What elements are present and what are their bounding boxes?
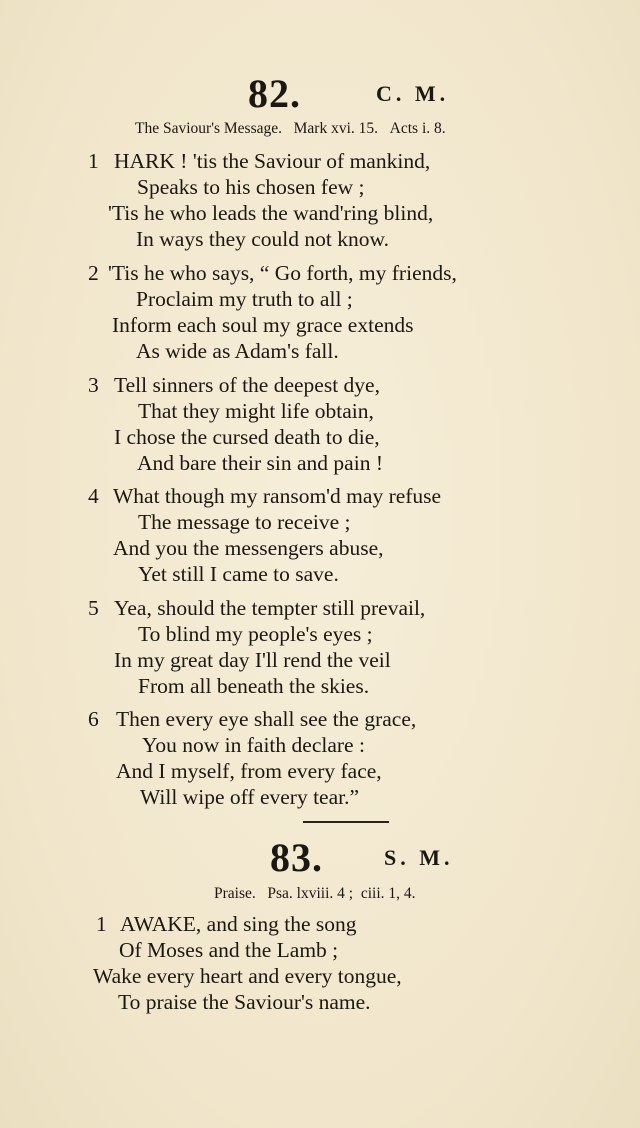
scripture-reference: ciii. 1, 4. (360, 885, 416, 902)
verse-number: 1 (88, 149, 99, 173)
verse-line: What though my ransom'd may refuse (113, 484, 442, 508)
hymn-83-subtitle (214, 884, 416, 904)
verse-line: AWAKE, and sing the song (120, 912, 357, 936)
verse-line: Speaks to his chosen few ; (137, 175, 365, 199)
hymn-meter: C. M. (376, 81, 450, 106)
section-divider (303, 821, 389, 823)
verse-line: In my great day I'll rend the veil (114, 648, 391, 672)
verse-number: 3 (88, 373, 99, 397)
hymn-83-header (0, 835, 640, 880)
verse-number: 5 (88, 596, 99, 620)
hymn-number: 82. (248, 71, 301, 116)
verse-line: To blind my people's eyes ; (138, 622, 373, 646)
verse-line: I chose the cursed death to die, (114, 425, 380, 449)
verse-line: And I myself, from every face, (116, 759, 382, 783)
scripture-reference: Mark xvi. 15. (293, 120, 379, 137)
verse-number: 2 (88, 261, 99, 285)
verse-line: From all beneath the skies. (138, 674, 370, 698)
verse-line: Yea, should the tempter still prevail, (114, 596, 426, 620)
scripture-reference: Psa. lxviii. 4 ; (267, 885, 354, 902)
verse-line: 'Tis he who says, “ Go forth, my friends, (108, 261, 457, 285)
verse-line: Wake every heart and every tongue, (93, 964, 402, 988)
verse-line: That they might life obtain, (138, 399, 374, 423)
verse-number: 1 (96, 912, 107, 936)
hymn-82-subtitle (135, 119, 446, 139)
hymn-title: Praise. (214, 885, 256, 902)
verse-line: Then every eye shall see the grace, (116, 707, 417, 731)
verse-number: 6 (88, 707, 99, 731)
verse-line: HARK ! 'tis the Saviour of mankind, (114, 149, 431, 173)
verse-line: Will wipe off every tear.” (140, 785, 360, 809)
verse-number: 4 (88, 484, 99, 508)
verse-line: As wide as Adam's fall. (136, 339, 339, 363)
hymn-title: The Saviour's Message. (135, 120, 283, 137)
hymn-82-header (0, 71, 640, 116)
verse-line: And bare their sin and pain ! (137, 451, 383, 475)
verse-line: And you the messengers abuse, (113, 536, 384, 560)
verse-line: Of Moses and the Lamb ; (119, 938, 339, 962)
verse-line: Inform each soul my grace extends (112, 313, 414, 337)
scripture-reference: Acts i. 8. (389, 120, 446, 137)
verse-line: Proclaim my truth to all ; (136, 287, 353, 311)
verse-line: Yet still I came to save. (138, 562, 339, 586)
hymn-meter: S. M. (384, 845, 454, 870)
verse-line: 'Tis he who leads the wand'ring blind, (108, 201, 434, 225)
hymn-number: 83. (270, 835, 323, 880)
verse-line: You now in faith declare : (142, 733, 365, 757)
verse-line: Tell sinners of the deepest dye, (114, 373, 380, 397)
verse-line: In ways they could not know. (136, 227, 389, 251)
verse-line: To praise the Saviour's name. (118, 990, 371, 1014)
verse-line: The message to receive ; (138, 510, 351, 534)
